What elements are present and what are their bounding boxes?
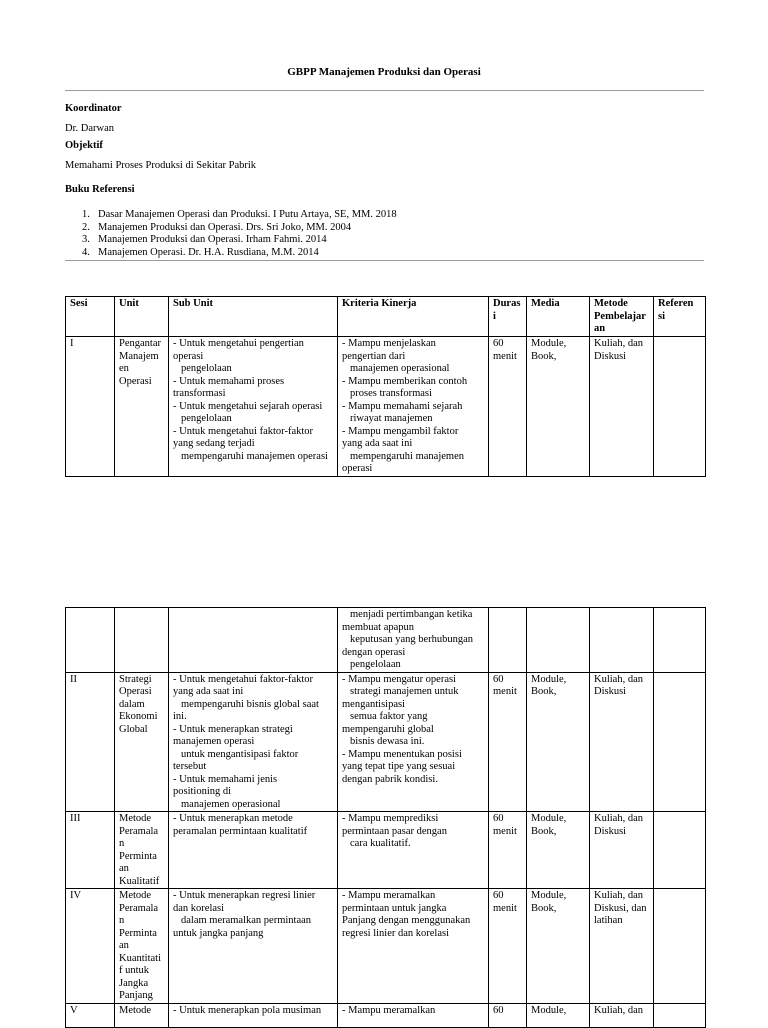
cell-line: - Mampu menentukan posisi [342,748,462,760]
cell-line: Ekonomi [119,711,158,722]
cell-line: cara kualitatif. [350,838,411,849]
cell-sesi: I [66,337,115,477]
header-media: Media [527,297,590,337]
cell-line: dalam meramalkan permintaan [181,915,312,926]
cell-durasi [489,337,527,477]
header-line: i [493,310,496,322]
reference-text: Manajemen Produksi dan Operasi. Drs. Sri Joko, MM. 2004 [98,221,352,233]
cell-line: pengelolaan [181,413,232,424]
cell-line: strategi manajemen untuk [350,686,459,697]
cell-line: Kualitatif [119,875,160,887]
cell-line: dengan pabrik kondisi. [342,773,438,785]
buku-referensi-label: Buku Referensi [65,184,135,195]
objektif-value: Memahami Proses Produksi di Sekitar Pabrik [65,160,257,171]
cell-line: 60 [493,1004,504,1016]
cell-referensi [654,608,706,673]
reference-number: 2. [82,221,90,233]
header-sub-unit: Sub Unit [169,297,338,337]
reference-number: 1. [82,209,90,220]
cell-line: Module, [531,813,567,824]
cell-line: yang tepat tipe yang sesuai [342,761,456,772]
table-header-row [66,297,706,337]
cell-line: Panjang [119,990,153,1001]
objektif-label: Objektif [65,140,103,151]
cell-line: mempengaruhi global [342,723,434,735]
cell-line: Global [119,723,148,735]
cell-sesi: II [66,672,115,812]
cell-line: menjadi pertimbangan ketika [350,609,473,620]
cell-line: Module, [531,890,567,901]
cell-line: - Untuk memahami proses [173,375,285,387]
cell-sub-unit [169,889,338,1004]
cell-line: proses transformasi [350,388,432,399]
cell-unit [115,812,169,889]
cell-line: pengelolaan [181,363,232,374]
cell-metode [590,608,654,673]
cell-line: - Untuk mengetahui pengertian [173,338,304,349]
cell-line: menit [493,686,517,697]
cell-kriteria [338,889,489,1004]
header-sesi: Sesi [66,297,115,337]
cell-line: - Untuk mengetahui faktor-faktor [173,673,314,685]
cell-line: f untuk [119,965,150,976]
cell-line: Perminta [119,927,157,939]
cell-line: Kuliah, dan [594,813,643,824]
header-line: si [658,310,666,322]
cell-referensi [654,672,706,812]
cell-line: Manajem [119,350,159,362]
header-line: Referen [658,298,694,309]
cell-line: Kuliah, dan [594,673,643,685]
cell-durasi [489,1003,527,1027]
cell-unit [115,337,169,477]
cell-line: Diskusi [594,825,627,837]
cell-referensi [654,1003,706,1027]
cell-line: permintaan pasar dengan [342,825,447,837]
cell-metode [590,337,654,477]
cell-line: Diskusi [594,686,627,697]
table-row-sesi-3 [66,812,706,889]
table-row-sesi-5 [66,1003,706,1027]
cell-line: Diskusi, dan [594,902,647,914]
cell-durasi [489,608,527,673]
cell-sub-unit [169,812,338,889]
reference-text: Manajemen Operasi. Dr. H.A. Rusdiana, M.M. 2014 [98,246,319,258]
cell-sub-unit [169,337,338,477]
cell-line: dengan operasi [342,646,406,658]
cell-metode [590,812,654,889]
header-kriteria-kinerja: Kriteria Kinerja [338,297,489,337]
cell-media [527,337,590,477]
cell-line: Book, [531,825,557,837]
gbpp-table-page-1 [65,296,706,477]
cell-line: - Mampu memprediksi [342,813,439,824]
cell-line: Peramala [119,825,159,837]
cell-kriteria [338,1003,489,1027]
cell-line: peramalan permintaan kualitatif [173,825,308,837]
cell-line: mempengaruhi bisnis global saat [181,698,319,710]
cell-sesi [66,608,115,673]
header-line: Pembelajar [594,310,646,322]
cell-line: membuat apapun [342,621,415,633]
cell-unit [115,608,169,673]
reference-number: 3. [82,234,90,245]
reference-number: 4. [82,246,90,258]
reference-item [70,209,397,222]
cell-line: - Mampu mengatur operasi [342,673,457,685]
cell-line: - Mampu mengambil faktor [342,425,459,437]
cell-sub-unit [169,1003,338,1027]
cell-kriteria [338,608,489,673]
cell-line: an [119,940,129,951]
cell-line: positioning di [173,786,232,797]
cell-metode [590,889,654,1004]
cell-sesi: III [66,812,115,889]
cell-line: manajemen operasional [181,798,281,810]
cell-line: manajemen operasional [350,363,450,374]
cell-line: untuk mengantisipasi faktor [181,748,299,760]
cell-unit [115,672,169,812]
cell-line: Module, [531,1004,567,1016]
cell-line: dalam [119,698,145,710]
reference-item [70,234,397,247]
header-unit: Unit [115,297,169,337]
cell-line: Book, [531,902,557,914]
cell-referensi [654,337,706,477]
cell-line: pengelolaan [350,659,401,670]
header-metode [590,297,654,337]
cell-line: menit [493,350,517,362]
gbpp-table-page-2 [65,607,706,1028]
cell-line: en [119,363,129,374]
koordinator-label: Koordinator [65,103,122,114]
cell-line: - Mampu memahami sejarah [342,400,463,412]
cell-line: Strategi [119,673,152,685]
cell-durasi [489,812,527,889]
cell-line: latihan [594,915,623,926]
cell-line: yang ada saat ini [173,686,244,697]
cell-media [527,1003,590,1027]
cell-line: an [119,863,129,874]
cell-line: keputusan yang berhubungan [350,634,474,645]
cell-line: - Untuk menerapkan pola musiman [173,1004,322,1016]
table-row-sesi-1 [66,337,706,477]
cell-line: Diskusi [594,350,627,362]
cell-line: - Untuk menerapkan strategi [173,723,293,735]
cell-line: - Untuk mengetahui faktor-faktor [173,425,314,437]
cell-line: transformasi [173,388,226,399]
cell-media [527,672,590,812]
cell-line: - Untuk mengetahui sejarah operasi [173,400,323,412]
cell-media [527,889,590,1004]
cell-line: - Mampu meramalkan [342,890,436,901]
cell-line: tersebut [173,761,207,772]
cell-line: - Mampu menjelaskan [342,338,436,349]
cell-line: 60 [493,813,504,824]
cell-durasi [489,672,527,812]
cell-line: Module, [531,338,567,349]
cell-durasi [489,889,527,1004]
cell-line: - Mampu memberikan contoh [342,375,468,387]
table-row-sesi-4 [66,889,706,1004]
cell-line: mempengaruhi manajemen [350,450,464,462]
cell-line: untuk jangka panjang [173,927,264,939]
cell-line: Panjang dengan menggunakan [342,915,471,926]
cell-line: 60 [493,890,504,901]
document-title: GBPP Manajemen Produksi dan Operasi [287,66,481,78]
cell-line: mengantisipasi [342,698,405,710]
cell-line: Jangka [119,977,149,989]
cell-line: Metode [119,813,152,824]
cell-sesi: IV [66,889,115,1004]
cell-kriteria [338,337,489,477]
cell-referensi [654,812,706,889]
cell-line: Module, [531,673,567,685]
cell-line: operasi [342,463,373,474]
cell-line: operasi [173,350,204,362]
cell-line: mempengaruhi manajemen operasi [181,450,328,462]
cell-line: regresi linier dan korelasi [342,927,449,939]
table-row-continuation [66,608,706,673]
header-referensi [654,297,706,337]
cell-line: Kuliah, dan [594,1004,643,1016]
cell-line: n [119,915,125,926]
cell-line: yang ada saat ini [342,438,413,449]
cell-sesi: V [66,1003,115,1027]
cell-line: pengertian dari [342,350,406,362]
cell-line: Kuantitati [119,952,161,964]
cell-line: dan korelasi [173,902,225,914]
cell-line: ini. [173,711,187,722]
reference-list [70,209,397,259]
cell-kriteria [338,812,489,889]
cell-kriteria [338,672,489,812]
cell-media [527,608,590,673]
cell-line: riwayat manajemen [350,413,433,424]
cell-line: Operasi [119,686,152,697]
cell-line: Book, [531,350,557,362]
header-durasi [489,297,527,337]
reference-item [70,247,397,260]
cell-line: - Untuk memahami jenis [173,773,278,785]
cell-line: Peramala [119,902,159,914]
cell-unit [115,889,169,1004]
cell-line: - Untuk menerapkan metode [173,813,293,824]
cell-line: permintaan untuk jangka [342,902,447,914]
cell-line: - Untuk menerapkan regresi linier [173,890,316,901]
cell-line: 60 [493,673,504,685]
cell-line: semua faktor yang [350,711,428,722]
cell-line: Book, [531,686,557,697]
cell-line: Kuliah, dan [594,338,643,349]
header-line: Metode [594,298,628,309]
cell-line: menit [493,902,517,914]
cell-sub-unit [169,672,338,812]
cell-line: menit [493,825,517,837]
cell-line: Operasi [119,375,152,387]
cell-media [527,812,590,889]
cell-line: Pengantar [119,338,161,349]
table-row-sesi-2 [66,672,706,812]
cell-line: Perminta [119,850,157,862]
koordinator-value: Dr. Darwan [65,123,114,134]
cell-metode [590,1003,654,1027]
title-divider [65,90,704,91]
reference-text: Dasar Manajemen Operasi dan Produksi. I Putu Artaya, SE, MM. 2018 [98,209,397,220]
cell-line: - Mampu meramalkan [342,1004,436,1016]
header-line: an [594,323,606,334]
cell-line: yang sedang terjadi [173,438,255,449]
cell-referensi [654,889,706,1004]
cell-line: manajemen operasi [173,736,255,747]
reference-text: Manajemen Produksi dan Operasi. Irham Fahmi. 2014 [98,234,327,245]
cell-line: 60 [493,338,504,349]
cell-unit [115,1003,169,1027]
cell-line: Metode [119,890,152,901]
header-line: Duras [493,298,521,309]
references-divider [65,260,704,261]
reference-item [70,222,397,235]
cell-line: Kuliah, dan [594,890,643,901]
cell-metode [590,672,654,812]
cell-line: Metode [119,1004,152,1016]
cell-sub-unit [169,608,338,673]
cell-line: bisnis dewasa ini. [350,736,425,747]
cell-line: n [119,838,125,849]
